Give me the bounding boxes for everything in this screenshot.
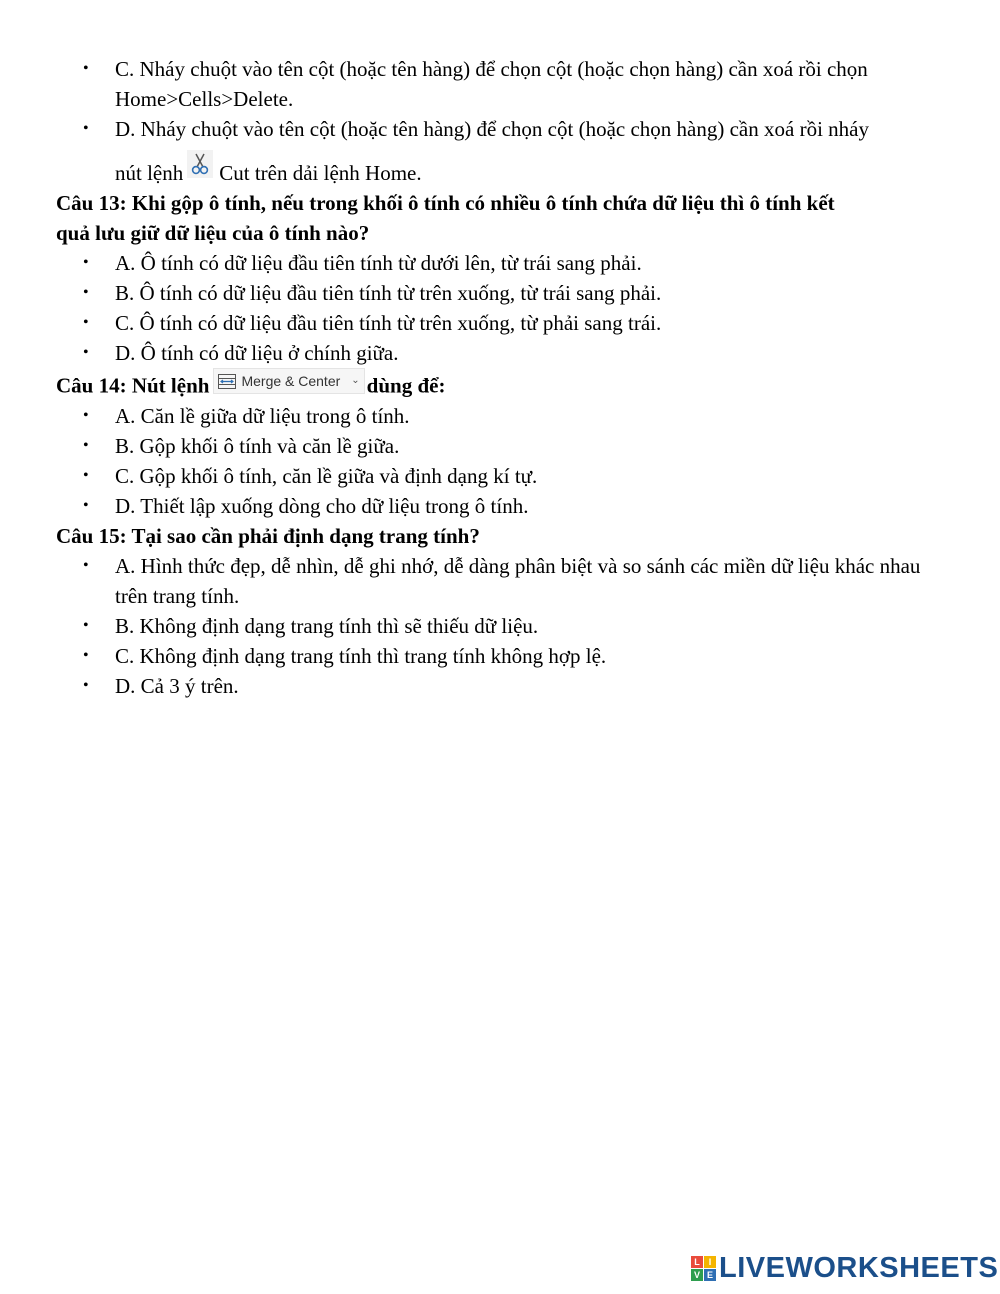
liveworksheets-logo bbox=[691, 1252, 998, 1285]
option-text: A. Căn lề giữa dữ liệu trong ô tính. bbox=[115, 403, 410, 428]
option-text: C. Không định dạng trang tính thì trang tính không hợp lệ. bbox=[115, 643, 607, 668]
option-text: B. Ô tính có dữ liệu đầu tiên tính từ trên xuống, từ trái sang phải. bbox=[115, 281, 662, 305]
merge-center-label: Merge & Center bbox=[241, 373, 341, 389]
bullet: • bbox=[83, 436, 89, 454]
merge-center-icon bbox=[218, 374, 236, 389]
option-item bbox=[56, 461, 956, 491]
options-list-q12 bbox=[56, 54, 956, 188]
bullet: • bbox=[83, 314, 89, 331]
option-item bbox=[56, 114, 956, 188]
merge-center-button-image bbox=[213, 368, 364, 394]
bullet: • bbox=[83, 254, 89, 271]
option-item bbox=[56, 611, 956, 641]
question-14-title: Câu 14: Nút lệnh Merge & Center ⌄ dùng để: bbox=[56, 368, 956, 401]
option-text: B. Không định dạng trang tính thì sẽ thiếu dữ liệu. bbox=[115, 613, 539, 638]
bullet: • bbox=[83, 60, 89, 77]
option-item bbox=[56, 491, 956, 521]
option-item bbox=[56, 54, 956, 114]
option-text-line1: D. Nháy chuột vào tên cột (hoặc tên hàng) để chọn cột (hoặc chọn hàng) cần xoá rồi nháy bbox=[115, 117, 869, 141]
option-item bbox=[56, 248, 956, 278]
option-text: A. Ô tính có dữ liệu đầu tiên tính từ dưới lên, từ trái sang phải. bbox=[115, 251, 642, 275]
option-text-after-icon: Cut trên dải lệnh Home. bbox=[219, 161, 422, 185]
option-text: B. Gộp khối ô tính và căn lề giữa. bbox=[115, 433, 400, 458]
bullet: • bbox=[83, 120, 89, 137]
question-15-title: Câu 15: Tại sao cần phải định dạng trang tính? bbox=[56, 523, 480, 548]
chevron-down-icon: ⌄ bbox=[351, 375, 360, 386]
option-text: A. Hình thức đẹp, dễ nhìn, dễ ghi nhớ, dễ dàng phân biệt và so sánh các miền dữ liệu khác nhau trên trang tính. bbox=[115, 553, 921, 608]
option-item bbox=[56, 671, 956, 701]
logo-text: LIVEWORKSHEETS bbox=[719, 1252, 999, 1284]
bullet: • bbox=[83, 556, 89, 574]
option-text-line1: C. Nháy chuột vào tên cột (hoặc tên hàng) để chọn cột (hoặc chọn hàng) cần xoá rồi chọn bbox=[115, 57, 868, 81]
option-text: C. Gộp khối ô tính, căn lề giữa và định dạng kí tự. bbox=[115, 463, 538, 488]
options-list-q14 bbox=[56, 401, 956, 521]
bullet: • bbox=[83, 344, 89, 361]
options-list-q15 bbox=[56, 551, 956, 701]
options-list-q13 bbox=[56, 248, 956, 368]
option-text-before-icon: nút lệnh bbox=[115, 161, 184, 185]
option-item bbox=[56, 401, 956, 431]
option-text: C. Ô tính có dữ liệu đầu tiên tính từ trên xuống, từ phải sang trái. bbox=[115, 311, 662, 335]
option-item bbox=[56, 338, 956, 368]
liveworksheets-logo-icon: L I V E bbox=[691, 1256, 716, 1281]
bullet: • bbox=[83, 496, 89, 514]
bullet: • bbox=[83, 466, 89, 484]
option-item bbox=[56, 551, 956, 611]
bullet: • bbox=[83, 406, 89, 424]
option-item bbox=[56, 641, 956, 671]
option-item bbox=[56, 431, 956, 461]
option-item bbox=[56, 278, 956, 308]
bullet: • bbox=[83, 284, 89, 301]
option-item bbox=[56, 308, 956, 338]
option-text-line2: Home>Cells>Delete. bbox=[115, 87, 294, 111]
worksheet-content bbox=[56, 54, 956, 701]
bullet: • bbox=[83, 616, 89, 634]
question-13-title: Câu 13: Khi gộp ô tính, nếu trong khối ô tính có nhiều ô tính chứa dữ liệu thì ô tính kết quả lưu giữ dữ liệu của ô tính nào? bbox=[56, 191, 835, 245]
bullet: • bbox=[83, 676, 89, 694]
option-text: D. Thiết lập xuống dòng cho dữ liệu trong ô tính. bbox=[115, 493, 529, 518]
option-text: D. Cả 3 ý trên. bbox=[115, 673, 239, 698]
option-text: D. Ô tính có dữ liệu ở chính giữa. bbox=[115, 341, 399, 365]
bullet: • bbox=[83, 646, 89, 664]
scissors-icon bbox=[187, 150, 213, 178]
